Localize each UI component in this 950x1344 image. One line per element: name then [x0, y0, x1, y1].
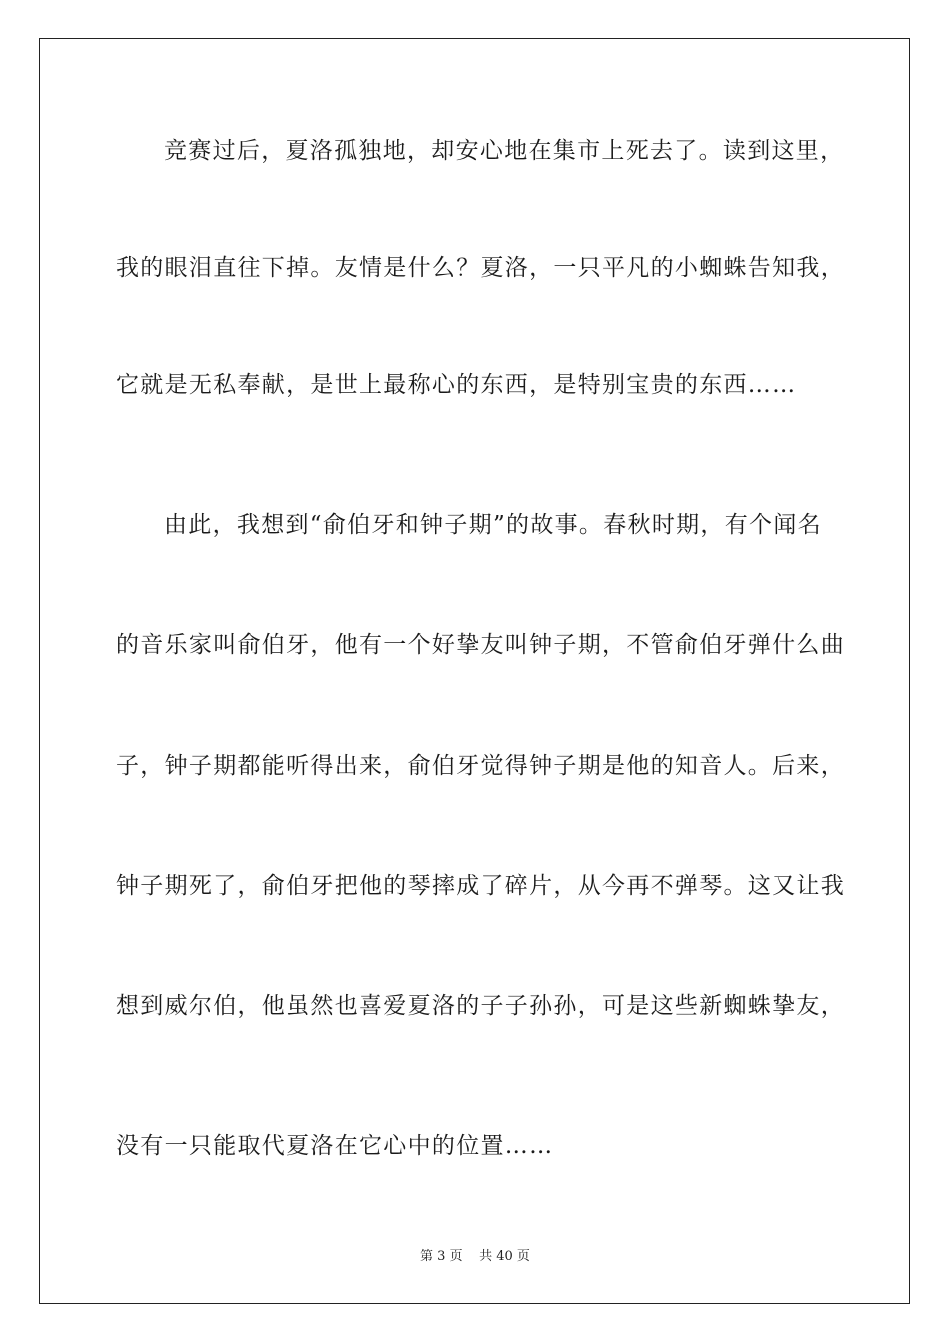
page-total: 共 40 页: [479, 1249, 530, 1264]
paragraph-1-line-2: 我的眼泪直往下掉。友情是什么？夏洛，一只平凡的小蜘蛛告知我，: [116, 255, 845, 281]
paragraph-2-line-4: 钟子期死了，俞伯牙把他的琴摔成了碎片，从今再不弹琴。这又让我: [116, 873, 845, 899]
paragraph-1-line-1: 竞赛过后，夏洛孤独地，却安心地在集市上死去了。读到这里，: [164, 138, 845, 164]
paragraph-1-line-3: 它就是无私奉献，是世上最称心的东西，是特别宝贵的东西……: [116, 372, 797, 398]
page-number: 第 3 页: [420, 1249, 463, 1264]
paragraph-2-line-2: 的音乐家叫俞伯牙，他有一个好挚友叫钟子期，不管俞伯牙弹什么曲: [116, 632, 845, 658]
page-footer: [0, 1248, 950, 1266]
paragraph-2-line-3: 子，钟子期都能听得出来，俞伯牙觉得钟子期是他的知音人。后来，: [116, 753, 845, 779]
page-border: [39, 38, 910, 1304]
paragraph-2-line-5: 想到威尔伯，他虽然也喜爱夏洛的子子孙孙，可是这些新蜘蛛挚友，: [116, 993, 845, 1019]
paragraph-2-line-6: 没有一只能取代夏洛在它心中的位置……: [116, 1133, 554, 1159]
paragraph-2-line-1: 由此，我想到“俞伯牙和钟子期”的故事。春秋时期，有个闻名: [164, 512, 822, 538]
